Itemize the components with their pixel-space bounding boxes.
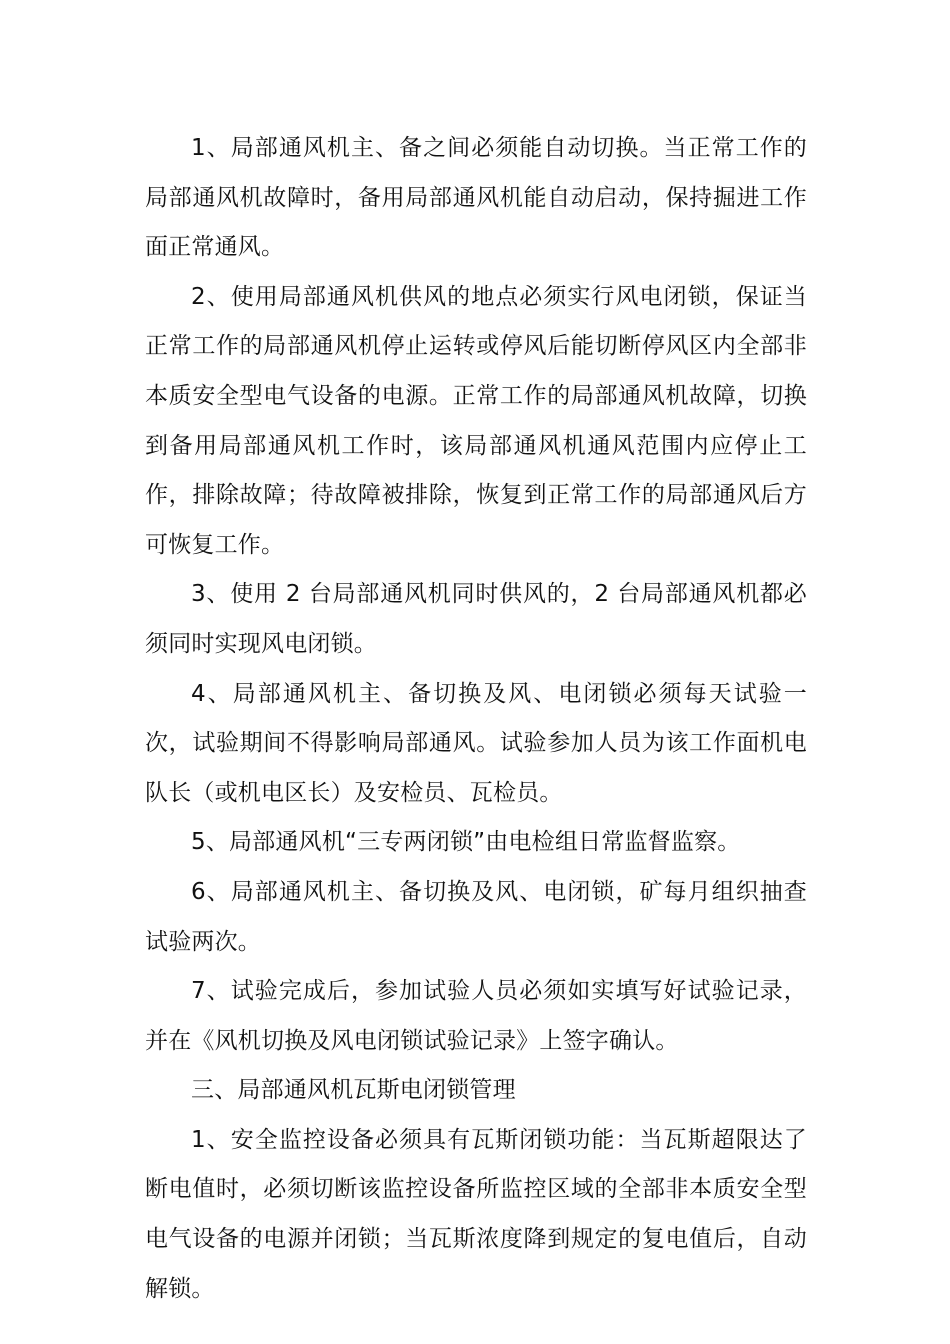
- section-heading: 三、局部通风机瓦斯电闭锁管理: [191, 1077, 516, 1104]
- paragraph-8: 1、安全监控设备必须具有瓦斯闭锁功能：当瓦斯超限达了断电值时，必须切断该监控设备所监控区域的全部非本质安全型电气设备的电源并闭锁；当瓦斯浓度降到规定的复电值后，自动解锁。: [145, 1126, 807, 1302]
- paragraph-4: 4、局部通风机主、备切换及风、电闭锁必须每天试验一次，试验期间不得影响局部通风。试验参加人员为该工作面机电队长（或机电区长）及安检员、瓦检员。: [145, 680, 807, 806]
- paragraph-7: 7、试验完成后，参加试验人员必须如实填写好试验记录，并在《风机切换及风电闭锁试验记录》上签字确认。: [145, 978, 807, 1054]
- paragraph-2: 2、使用局部通风机供风的地点必须实行风电闭锁，保证当正常工作的局部通风机停止运转或停风后能切断停风区内全部非本质安全型电气设备的电源。正常工作的局部通风机故障，切换到备用局部通风机工作时，该局部通风机通风范围内应停止工作，排除故障；待故障被排除，恢复到正常工作的局部通风后方可恢复工作。: [145, 283, 807, 558]
- paragraph-3: 3、使用 2 台局部通风机同时供风的，2 台局部通风机都必须同时实现风电闭锁。: [145, 581, 807, 657]
- paragraph-5: 5、局部通风机“三专两闭锁”由电检组日常监督监察。: [191, 829, 741, 856]
- document-body: [145, 124, 807, 1314]
- paragraph-6: 6、局部通风机主、备切换及风、电闭锁，矿每月组织抽查试验两次。: [145, 878, 807, 955]
- paragraph-1: 1、局部通风机主、备之间必须能自动切换。当正常工作的局部通风机故障时，备用局部通风机能自动启动，保持掘进工作面正常通风。: [145, 135, 807, 261]
